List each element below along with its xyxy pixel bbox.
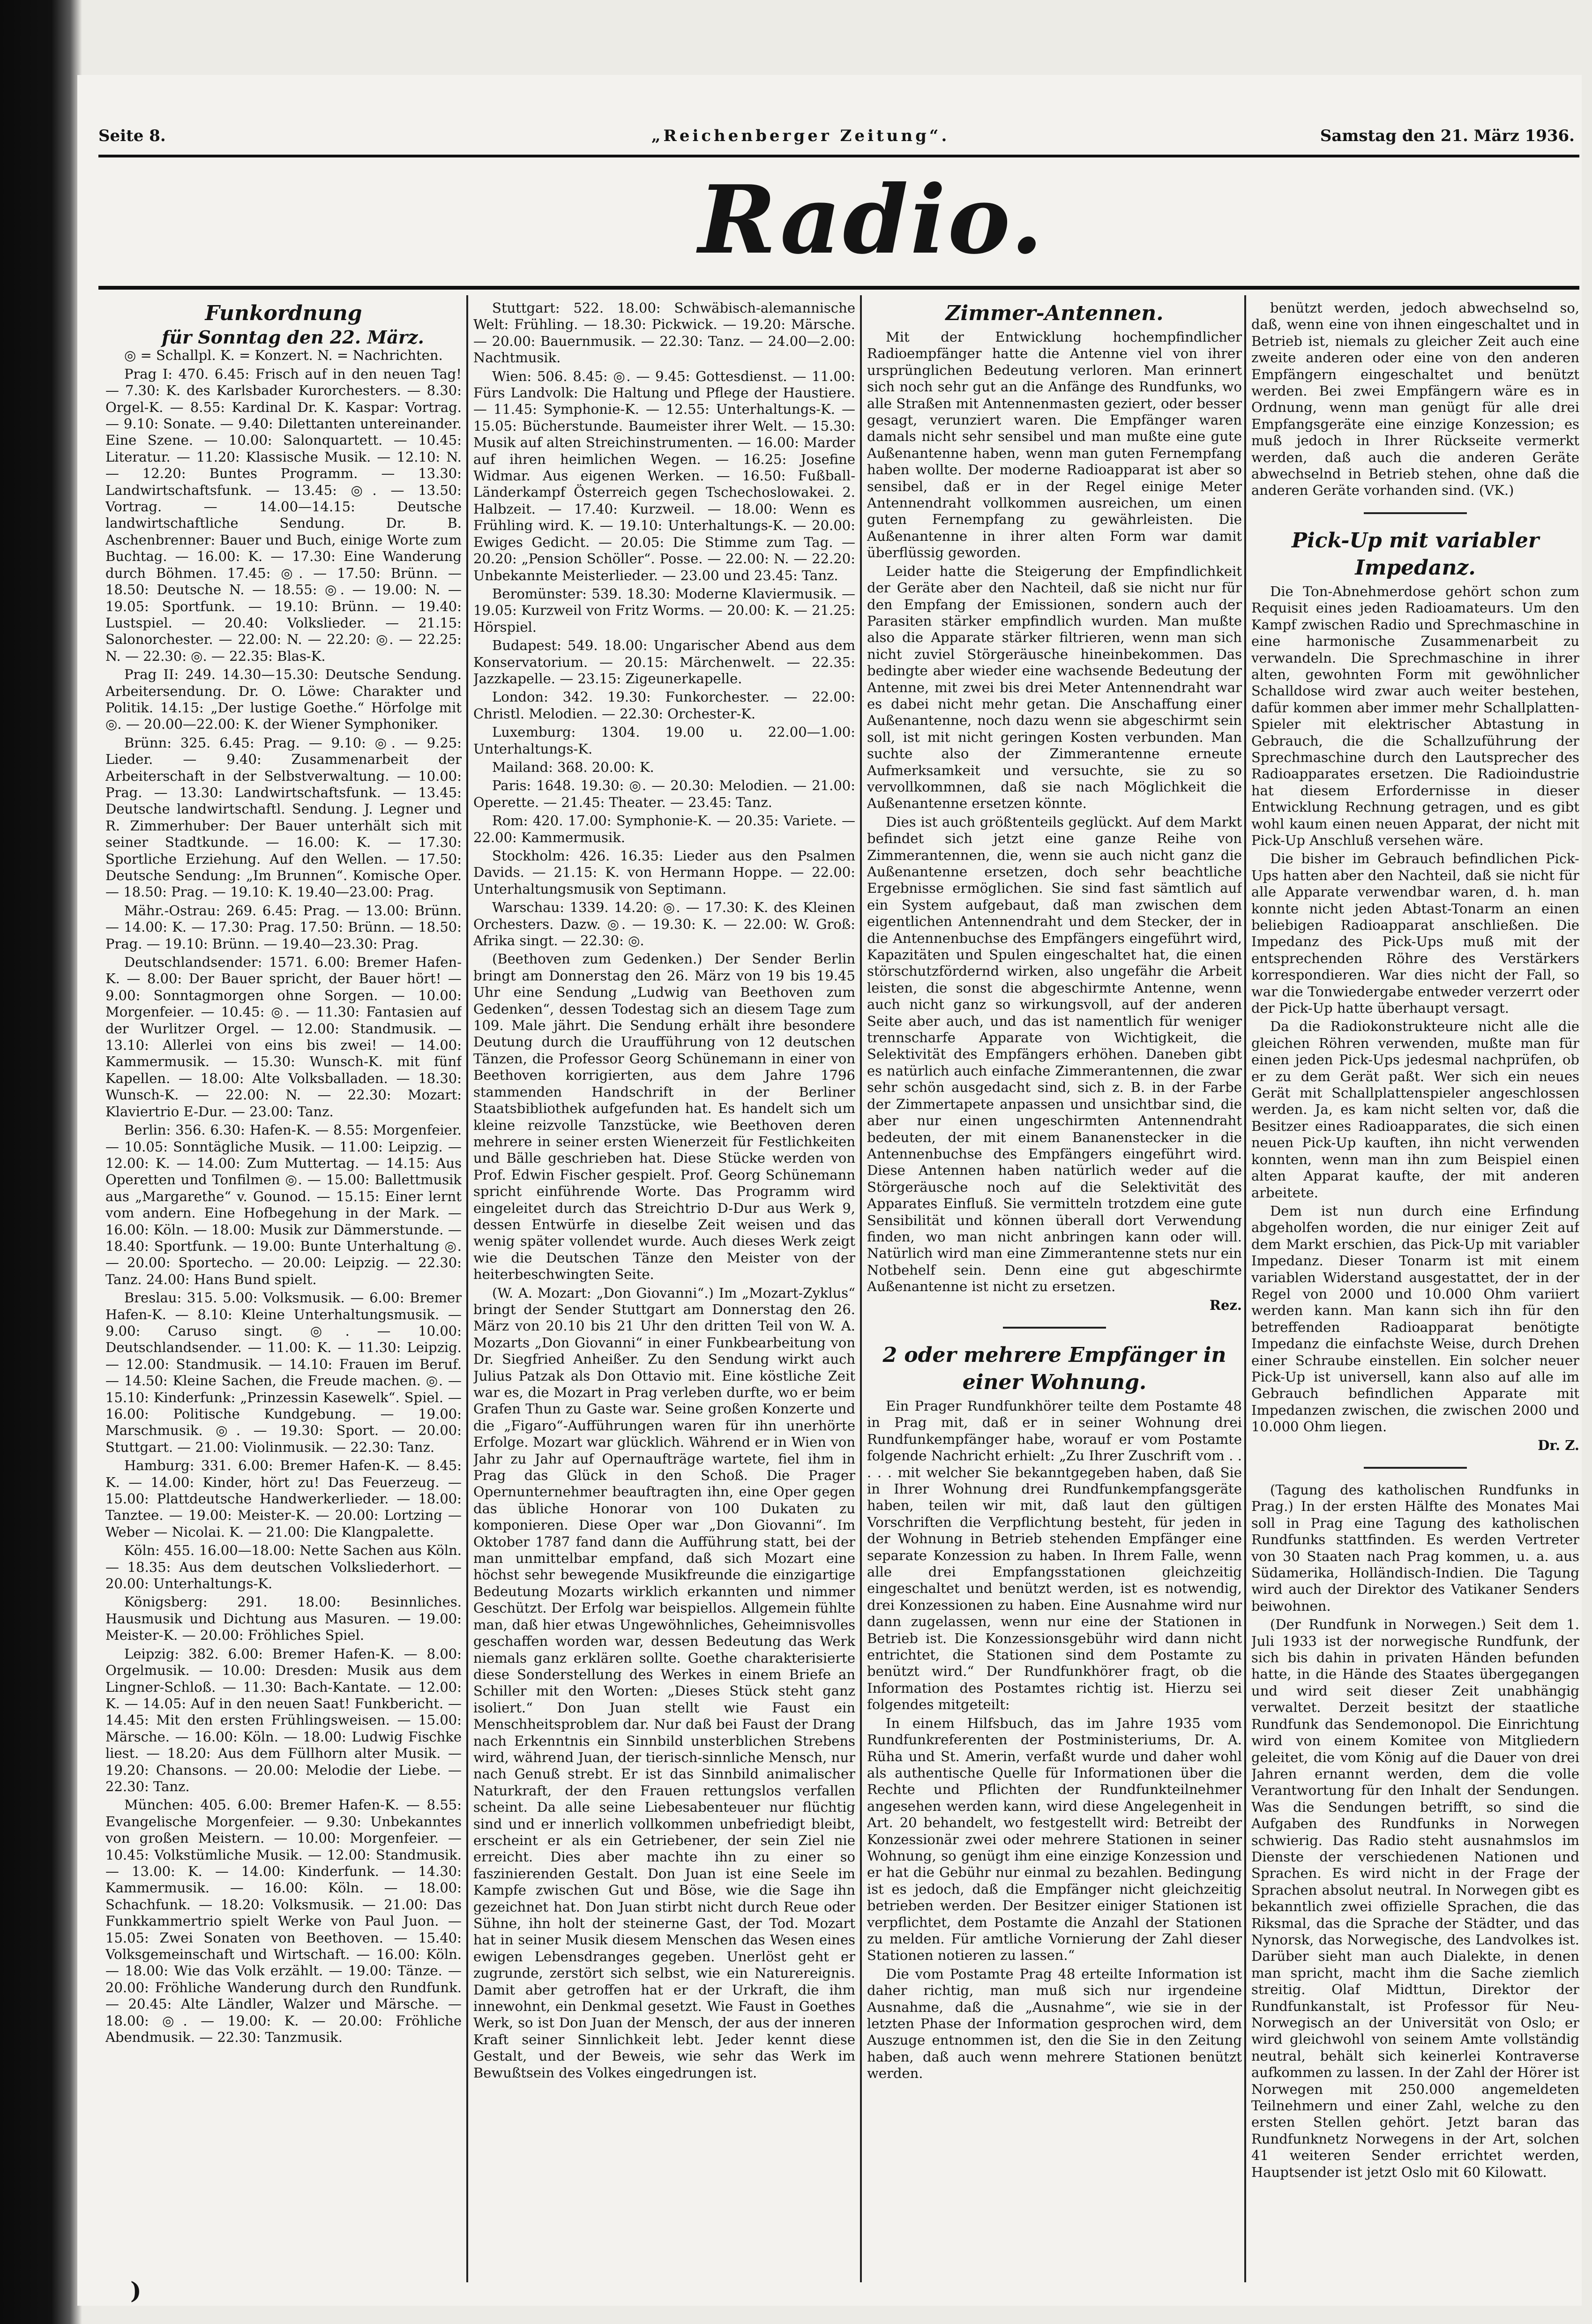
program-entries [473,300,855,2081]
paragraph: (W. A. Mozart: „Don Giovanni“.) Im „Mozart-Zyklus“ bringt der Sender Stuttgart am Donnerstag den 26. März von 20.10 bis 21 Uhr den dritten Teil von W. A. Mozarts „Don Giovanni“ in einer Funkbearbeitung von Dr. Siegfried Anheißer. Zu den Sendung wirkt auch Julius Patzak als Don Ottavio mit. Eine köstliche Zeit war es, die Mozart in Prag verleben durfte, wo er beim Grafen Thun zu Gaste war. Seine großen Konzerte und die „Figaro“-Aufführungen waren für ihn unerhörte Erfolge. Mozart war glücklich. Während er in Wien von Jahr zu Jahr auf Opernaufträge wartete, fiel ihm in Prag das Glück in den Schoß. Die Prager Opernunternehmer beauftragten ihn, eine Oper gegen das übliche Honorar von 100 Dukaten zu komponieren. Diese Oper war „Don Giovanni“. Im Oktober 1787 fand dann die Aufführung statt, bei der man unmittelbar empfand, daß sich Mozart eine höchst sehr bewegende Musikfreunde die einzigartige Bedeutung Mozarts wirklich erkannten und nimmer Geschützt. Der Erfolg war beispiellos. Allgemein fühlte man, daß hier etwas Ungewöhnliches, Geheimnisvolles geschaffen worden war, dessen Bedeutung das Werk niemals ganz erklären sollte. Goethe charakterisierte diese Sonderstellung des Werkes in einem Briefe an Schiller mit den Worten: „Dieses Stück steht ganz isoliert.“ Don Juan stellt wie Faust ein Menschheitsproblem dar. Nur daß bei Faust der Drang nach Erkenntnis ein Sinnbild unsterblichen Strebens wird, während Juan, der tierisch-sinnliche Mensch, nur nach Genuß strebt. Er ist das Sinnbild animalischer Naturkraft, der den Frauen rettungslos verfallen scheint. Da alle seine Liebesabenteuer nur flüchtig sind und er innerlich vollkommen unbefriedigt bleibt, erscheint er als ein Getriebener, der sein Ziel nie erreicht. Dies aber machte ihn zu einer so faszinierenden Gestalt. Don Juan ist eine Seele im Kampfe zwischen Gut und Böse, wie die Sage ihn gezeichnet hat. Don Juan stirbt nicht durch Reue oder Sühne, ihn holt der steinerne Gast, der Tod. Mozart hat in seiner Musik diesem Menschen das Wesen eines ewigen Lebensdranges gegeben. Unerlöst geht er zugrunde, zerstört sich selbst, wie ein Naturereignis. Damit aber getroffen hat er der Urkraft, die ihm innewohnt, ein Denkmal gesetzt. Wie Faust in Goethes Werk, so ist Don Juan der Mensch, der aus der inneren Kraft seiner Sinnlichkeit lebt. Jeder kennt diese Gestalt, und der Beweis, wie sehr das Werk im Bewußtsein des Volkes eingedrungen ist. [473,1285,855,2081]
paragraph: Dem ist nun durch eine Erfindung abgeholfen worden, die nur einiger Zeit auf dem Markt erschien, das Pick-Up mit variabler Impedanz. Dieser Tonarm ist mit einem variablen Widerstand ausgestattet, der in der Regel von 2000 und 10.000 Ohm variiert werden kann. Man kann sich ihn für den betreffenden Radioapparat benötigte Impedanz die einfachste Weise, durch Drehen einer Schraube einstellen. Ein solcher neuer Pick-Up ist universell, kann also auf alle im Gebrauch befindlichen Apparate mit Impedanzen zwischen, die zwischen 2000 und 10.000 Ohm liegen. [1251,1203,1579,1435]
paragraph: Ein Prager Rundfunkhörer teilte dem Postamte 48 in Prag mit, daß er in seiner Wohnung drei Rundfunkempfänger habe, worauf er vom Postamte folgende Nachricht erhielt: „Zu Ihrer Zuschrift vom . . . . . mit welcher Sie bekanntgegeben haben, daß Sie in Ihrer Wohnung drei Rundfunkempfangsgeräte haben, teilen wir mit, daß laut den gültigen Vorschriften die Verpflichtung besteht, für jeden in der Wohnung in Betrieb stehenden Empfänger eine separate Konzession zu haben. In Ihrem Falle, wenn alle drei Empfangsstationen gleichzeitig eingeschaltet und benützt werden, ist es notwendig, drei Konzessionen zu haben. Eine Ausnahme wird nur dann zugelassen, wenn nur eine der Stationen in Betrieb ist. Die Konzessionsgebühr wird dann nicht entrichtet, die Stationen sind dem Postamte zu benützt wird.“ Der Rundfunkhörer fragt, ob die Information des Postamtes richtig ist. Hierzu sei folgendes mitgeteilt: [867,1397,1242,1713]
column-articles [867,300,1242,2278]
paragraph: Leipzig: 382. 6.00: Bremer Hafen-K. — 8.00: Orgelmusik. — 10.00: Dresden: Musik aus dem Lingner-Schloß. — 11.30: Bach-Kantate. — 12.00: K. — 14.05: Auf in den neuen Saat! Funkbericht. — 14.45: Mit den ersten Frühlingsweisen. — 15.00: Märsche. — 16.00: Köln. — 18.00: Ludwig Fischke liest. — 18.20: Aus dem Füllhorn alter Musik. — 19.20: Chansons. — 20.00: Melodie der Liebe. — 22.30: Tanz. [105,1645,462,1794]
paragraph: Prag II: 249. 14.30—15.30: Deutsche Sendung. Arbeitersendung. Dr. O. Löwe: Charakter und Politik. 14.15: „Der lustige Goethe.“ Hörfolge mit ◎. — 20.00—22.00: K. der Wiener Symphoniker. [105,666,462,732]
column-divider [860,295,862,2282]
paragraph: Beromünster: 539. 18.30: Moderne Klaviermusik. — 19.05: Kurzweil von Fritz Worms. — 20.00: K. — 21.25: Hörspiel. [473,585,855,635]
article-title-pickup: Pick-Up mit variabler Impedanz. [1291,528,1540,580]
paragraph: Mit der Entwicklung hochempfindlicher Radioempfänger hatte die Antenne viel von ihrer ursprünglichen Bedeutung verloren. Man erinnert sich noch sehr gut an die Anfänge des Rundfunks, wo alle Straßen mit Antennenmasten geziert, oder besser gesagt, verunziert waren. Die Empfänger waren damals nicht sehr sensibel und man mußte eine gute Außenantenne haben, wenn man guten Fernempfang haben wollte. Der moderne Radioapparat ist aber so sensibel, daß er in der Regel einige Meter Antennendraht vollkommen ausreichen, um einen guten Fernempfang zu gewährleisten. Die Außenantenne in ihrer alten Form war damit überflüssig geworden. [867,329,1242,561]
paragraph: In einem Hilfsbuch, das im Jahre 1935 vom Rundfunkreferenten der Postministeriums, Dr. A. Rüha und St. Amerin, verfaßt wurde und daher wohl als authentische Quelle für Informationen über die Rechte und Pflichten der Rundfunkteilnehmer angesehen werden kann, wird diese Angelegenheit in Art. 20 behandelt, wo festgestellt wird: Betreibt der Konzessionär zwei oder mehrere Stationen in seiner Wohnung, so genügt ihm eine einzige Konzession und er hat die Gebühr nur einmal zu bezahlen. Bedingung ist es jedoch, daß die Empfänger nicht gleichzeitig betrieben werden. Der Besitzer einiger Stationen ist verpflichtet, dem Postamte die Anzahl der Stationen zu melden. Für amtliche Vornierung der Zahl dieser Stationen notieren zu lassen.“ [867,1715,1242,1964]
paragraph: Budapest: 549. 18.00: Ungarischer Abend aus dem Konservatorium. — 20.15: Märchenwelt. — 22.35: Jazzkapelle. — 23.15: Zigeunerkapelle. [473,637,855,687]
paragraph: Königsberg: 291. 18.00: Besinnliches. Hausmusik und Dichtung aus Masuren. — 19.00: Meister-K. — 20.00: Fröhliches Spiel. [105,1594,462,1644]
paragraph: Stuttgart: 522. 18.00: Schwäbisch-alemannische Welt: Frühling. — 18.30: Pickwick. — 19.20: Märsche. — 20.00: Bauernmusik. — 22.30: Tanz. — 24.00—2.00: Nachtmusik. [473,300,855,366]
paragraph: Die Ton-Abnehmerdose gehört schon zum Requisit eines jeden Radioamateurs. Um den Kampf zwischen Radio und Sprechmaschine in eine harmonische Zusammenarbeit zu verwandeln. Die Sprechmaschine in ihrer alten, gewohnten Form mit gewöhnlicher Schalldose wird zwar auch weiter bestehen, dafür kommen aber immer mehr Schallplatten-Spieler mit elektrischer Abtastung in Gebrauch, die die Schallzuführung der Sprechmaschine durch den Lautsprecher des Radioapparates ersetzen. Die Radioindustrie hat diesem Erfordernisse in dieser Entwicklung Rechnung getragen, und es gibt wohl kaum einen neuen Apparat, der nicht mit Pick-Up Anschluß versehen wäre. [1251,583,1579,848]
column-program-continued [473,300,855,2278]
paragraph: Da die Radiokonstrukteure nicht alle die gleichen Röhren verwenden, mußte man für einen jeden Pick-Ups jedesmal nachprüfen, ob er zu dem Gerät paßt. Wer sich ein neues Gerät mit Schallplattenspieler angeschlossen werden. Ja, es kam nicht selten vor, daß die Besitzer eines Radioapparates, die sich einen neuen Pick-Up kauften, ihn nicht verwenden konnten, wenn man ihn zum Beispiel einen alten Apparat kaufte, der mit anderen arbeitete. [1251,1018,1579,1201]
paragraph: Rom: 420. 17.00: Symphonie-K. — 20.35: Variete. — 22.00: Kammermusik. [473,813,855,845]
page-number: Seite 8. [98,127,166,145]
article-title-empfaenger: 2 oder mehrere Empfänger in einer Wohnung. [882,1343,1226,1394]
paragraph: Die vom Postamte Prag 48 erteilte Information ist daher richtig, man muß sich nur irgendeine Ausnahme, daß die „Ausnahme“, wie sie in der letzten Phase der Information gesprochen wird, dem Auszuge entnommen ist, den die Sie in den Zeitung haben, daß auch wenn mehrere Stationen benützt werden. [867,1965,1242,2082]
paragraph: Mailand: 368. 20.00: K. [492,759,654,775]
news-notes [1251,1482,1579,2181]
paragraph: Hamburg: 331. 6.00: Bremer Hafen-K. — 8.45: K. — 14.00: Kinder, hört zu! Das Feuerzeug. — 15.00: Plattdeutsche Handwerkerlieder. — 18.00: Tanztee. — 19.00: Meister-K. — 20.00: Lortzing — Weber — Nicolai. K. — 21.00: Die Klangpalette. [105,1457,462,1540]
paragraph: Paris: 1648. 19.30: ◎. — 20.30: Melodien. — 21.00: Operette. — 21.45: Theater. — 23.45: Tanz. [473,777,855,810]
column-divider [466,295,468,2282]
binding-shadow [0,0,82,2324]
article-body-empfaenger [867,1398,1242,2082]
schedule-title: Funkordnung [205,301,362,325]
page-mark: ) [130,2277,142,2304]
paragraph: Die bisher im Gebrauch befindlichen Pick-Ups hatten aber den Nachteil, daß sie nicht für alle Apparate verwendbar waren, d. h. man konnte nicht jeden Abtast-Tonarm an einen beliebigen Radioapparat anschließen. Die Impedanz des Pick-Ups muß mit der entsprechenden Röhre des Verstärkers korrespondieren. War dies nicht der Fall, so war die Tonwiedergabe entweder verzerrt oder der Pick-Up hatte überhaupt versagt. [1251,851,1579,1016]
paragraph: (Beethoven zum Gedenken.) Der Sender Berlin bringt am Donnerstag den 26. März von 19 bis 19.45 Uhr eine Sendung „Ludwig van Beethoven zum Gedenken“, dessen Todestag sich an diesem Tage zum 109. Male jährt. Die Sendung erhält ihre besondere Deutung durch die Uraufführung von 12 deutschen Tänzen, die Professor Georg Schünemann in einer von Beethoven korrigierten, aus dem Jahre 1796 stammenden Handschrift in der Berliner Staatsbibliothek aufgefunden hat. Es handelt sich um kleine reizvolle Tanzstücke, wie Beethoven deren mehrere in seiner ersten Wienerzeit für Festlichkeiten und Bälle geschrieben hat. Diese Stücke werden von Prof. Edwin Fischer gespielt. Prof. Georg Schünemann spricht einführende Worte. Das Programm wird eingeleitet durch das Streichtrio D-Dur aus Werk 9, dessen Entwürfe in dieselbe Zeit weisen und das wenig später vollendet wurde. Auch dieses Werk zeigt wie die Deutschen Tänze den Meister von der heiterbeschwingten Seite. [473,951,855,1283]
article-title-zimmer-antennen: Zimmer-Antennen. [945,301,1164,325]
section-title: Radio. [698,165,1045,275]
article-body-zimmer-antennen [867,329,1242,1295]
paragraph: Wien: 506. 8.45: ◎. — 9.45: Gottesdienst. — 11.00: Fürs Landvolk: Die Haltung und Pflege der Haustiere. — 11.45: Symphonie-K. — 12.55: Unterhaltungs-K. — 15.05: Bücherstunde. Baumeister ihrer Welt. — 15.30: Musik auf alten Streichinstrumenten. — 16.00: Marder auf ihren heimlichen Wegen. — 16.25: Josefine Widmar. Aus eigenen Werken. — 16.50: Fußball-Länderkampf Österreich gegen Tschechoslowakei. 2. Halbzeit. — 17.40: Kurzweil. — 18.00: Wenn es Frühling wird. K. — 19.10: Unterhaltungs-K. — 20.00: Ewiges Gedicht. — 20.05: Die Stimme zum Tag. — 20.20: „Pension Schöller“. Posse. — 22.00: N. — 22.20: Unbekannte Meisterlieder. — 23.00 und 23.45: Tanz. [473,368,855,583]
paragraph: Prag I: 470. 6.45: Frisch auf in den neuen Tag! — 7.30: K. des Karlsbader Kurorchesters. — 8.30: Orgel-K. — 8.55: Kardinal Dr. K. Kaspar: Vortrag. — 9.10: Sonate. — 9.40: Dilettanten untereinander. Eine Szene. — 10.00: Salonquartett. — 10.45: Literatur. — 11.20: Klassische Musik. — 12.10: N. — 12.20: Buntes Programm. — 13.30: Landwirtschaftsfunk. — 13.45: ◎. — 13.50: Vortrag. — 14.00—14.15: Deutsche landwirtschaftliche Sendung. Dr. B. Aschenbrenner: Bauer und Buch, einige Worte zum Buchtag. — 16.00: K. — 17.30: Eine Wanderung durch Böhmen. 17.45: ◎. — 17.50: Brünn. — 18.50: Deutsche N. — 18.55: ◎. — 19.00: N. — 19.05: Sportfunk. — 19.10: Brünn. — 19.40: Lustspiel. — 20.40: Volkslieder. — 21.15: Salonorchester. — 22.00: N. — 22.20: ◎. — 22.25: N. — 22.30: ◎. — 22.35: Blas-K. [105,366,462,664]
schedule-subtitle: für Sonntag den 22. März. [162,327,424,348]
paragraph: Brünn: 325. 6.45: Prag. — 9.10: ◎. — 9.25: Lieder. — 9.40: Zusammenarbeit der Arbeiterschaft in der Selbstverwaltung. — 10.00: Prag. — 13.30: Landwirtschaftsfunk. — 13.45: Deutsche landwirtschaftl. Sendung. J. Legner und R. Zimmerhuber: Der Bauer unterhält sich mit seiner Stadtkunde. — 16.00: K. — 17.30: Sportliche Erziehung. Auf den Wellen. — 17.50: Deutsche Sendung: „Im Brunnen“. Komische Oper. — 18.50: Prag. — 19.10: K. 19.40—23.00: Prag. [105,734,462,900]
article-body-pickup [1251,583,1579,1435]
paragraph: Luxemburg: 1304. 19.00 u. 22.00—1.00: Unterhaltungs-K. [473,724,855,757]
paragraph: (Der Rundfunk in Norwegen.) Seit dem 1. Juli 1933 ist der norwegische Rundfunk, der sich bis dahin in privaten Händen befunden hatte, in die Hände des Staates übergegangen und wird seit dieser Zeit unabhängig verwaltet. Derzeit besitzt der staatliche Rundfunk das Sendemonopol. Die Einrichtung wird von einem Komitee von Mitgliedern geleitet, die vom König auf die Dauer von drei Jahren ernannt werden, dem die volle Verantwortung für den Inhalt der Sendungen. Was die Sendungen betrifft, so sind die Aufgaben des Rundfunks in Norwegen schwierig. Das Radio steht ausnahmslos im Dienste der verschiedenen Nationen und Sprachen. Es wird nicht in der Frage der Sprachen absolut neutral. In Norwegen gibt es bekanntlich zwei offizielle Sprachen, die das Riksmal, das die Sprache der Städter, und das Nynorsk, das Norwegische, des Landvolkes ist. Darüber sieht man auch Dialekte, in denen man spricht, macht ihm die Sache ziemlich streitig. Olaf Midttun, Direktor der Rundfunkanstalt, ist Professor für Neu-Norwegisch an der Universität von Oslo; er wird gleichwohl von seinem Amte vollständig neutral, behält sich keinerlei Kontraverse aufkommen zu lassen. In der Zahl der Hörer ist Norwegen mit 250.000 angemeldeten Teilnehmern und einer Zahl, welche zu den ersten Stellen gehört. Jetzt baran das Rundfunknetz Norwegens in der Art, solchen 41 weiteren Sender errichtet werden, Hauptsender ist jetzt Oslo mit 60 Kilowatt. [1251,1616,1579,2180]
article-divider [1364,1467,1467,1469]
column-program-schedule [105,300,462,2278]
paragraph: Köln: 455. 16.00—18.00: Nette Sachen aus Köln. — 18.35: Aus dem deutschen Volksliederhort. — 20.00: Unterhaltungs-K. [105,1542,462,1592]
column-pickup [1251,300,1579,2278]
paragraph: Mähr.-Ostrau: 269. 6.45: Prag. — 13.00: Brünn. — 14.00: K. — 17.30: Prag. 17.50: Brünn. — 18.50: Prag. — 19.10: Brünn. — 19.40—23.30: Prag. [105,902,462,952]
paragraph: London: 342. 19.30: Funkorchester. — 22.00: Christl. Melodien. — 22.30: Orchester-K. [473,689,855,722]
schedule-legend: ◎ = Schallpl. K. = Konzert. N. = Nachrichten. [124,347,443,364]
paragraph: Breslau: 315. 5.00: Volksmusik. — 6.00: Bremer Hafen-K. — 8.10: Kleine Unterhaltungsmusik. — 9.00: Caruso singt. ◎. — 10.00: Deutschlandsender. — 11.00: K. — 11.30: Leipzig. — 12.00: Standmusik. — 14.10: Frauen im Beruf. — 14.50: Kleine Sachen, die Freude machen. ◎. — 15.10: Kinderfunk: „Prinzessin Kasewelk“. Spiel. — 16.00: Politische Kundgebung. — 19.00: Marschmusik. ◎. — 19.30: Sport. — 20.00: Stuttgart. — 21.00: Violinmusik. — 22.30: Tanz. [105,1290,462,1455]
article-continued [1251,300,1579,499]
paragraph: Warschau: 1339. 14.20: ◎. — 17.30: K. des Kleinen Orchesters. Dazw. ◎. — 19.30: K. — 22.00: W. Groß: Afrika singt. — 22.30: ◎. [473,899,855,949]
column-divider [1244,295,1246,2282]
paragraph: Stockholm: 426. 16.35: Lieder aus den Psalmen Davids. — 21.15: K. von Hermann Hoppe. — 22.00: Unterhaltungsmusik von Septimann. [473,848,855,897]
masthead-rule [98,286,1579,290]
schedule-entries [105,366,462,2046]
issue-date: Samstag den 21. März 1936. [1320,127,1575,145]
paragraph: (Tagung des katholischen Rundfunks in Prag.) In der ersten Hälfte des Monates Mai soll in Prag eine Tagung des katholischen Rundfunks stattfinden. Es werden Vertreter von 30 Staaten nach Prag kommen, u. a. aus Südamerika, Holländisch-Indien. Die Tagung wird auch der Direktor des Vatikaner Senders beiwohnen. [1251,1482,1579,1614]
paragraph: Berlin: 356. 6.30: Hafen-K. — 8.55: Morgenfeier. — 10.05: Sonntägliche Musik. — 11.00: Leipzig. — 12.00: K. — 14.00: Zum Muttertag. — 14.15: Aus Operetten und Tonfilmen ◎. — 15.00: Ballettmusik aus „Margarethe“ v. Gounod. — 15.15: Einer lernt vom andern. Eine Hofbegehung in der Mark. — 16.00: Köln. — 18.00: Musik zur Dämmerstunde. — 18.40: Sportfunk. — 19.00: Bunte Unterhaltung ◎. — 20.00: Sportecho. — 20.00: Leipzig. — 22.30: Tanz. 24.00: Hans Bund spielt. [105,1122,462,1287]
article-divider [1003,1327,1106,1329]
newspaper-name: „Reichenberger Zeitung“. [651,127,950,145]
paragraph: Dies ist auch größtenteils geglückt. Auf dem Markt befindet sich jetzt eine ganze Reihe von Zimmerantennen, die, wenn sie auch nicht ganz die Außenantenne ersetzen, doch sehr beachtliche Ergebnisse ermöglichen. Sie sind fast sämtlich auf ein System aufgebaut, daß man zwischen dem eigentlichen Antennendraht und dem Stecker, der in die Antennenbuchse des Empfängers eingeführt wird, Kapazitäten und Spulen eingeschaltet hat, die einen störschutzfördernd wirken, also ungefähr die Arbeit leisten, die sonst die abgeschirmte Antenne, wenn auch nicht ganz so wirkungsvoll, auf der anderen Seite aber auch, und das ist namentlich für weniger trennscharfe Apparate von Wichtigkeit, die Selektivität des Empfängers erhöhen. Daneben gibt es natürlich auch einfache Zimmerantennen, die zwar sehr schön ausgedacht sind, sich z. B. in der Farbe der Zimmertapete anpassen und unsichtbar sind, die aber nur einen ungeschirmten Antennendraht bedeuten, der mit einem Bananenstecker in die Antennenbuchse des Empfängers eingeführt wird. Diese Antennen haben natürlich weder auf die Störgeräusche noch auf die Selektivität des Apparates Einfluß. Sie vermitteln trotzdem eine gute Sensibilität und können überall dort Verwendung finden, wo man nicht anbringen kann oder will. Natürlich wird man eine Zimmerantenne stets nur ein Notbehelf sein. Denn eine gut abgeschirmte Außenantenne ist nicht zu ersetzen. [867,814,1242,1295]
article-author: Rez. [1209,1297,1242,1313]
article-author: Dr. Z. [1538,1437,1579,1453]
article-divider [1364,512,1467,514]
paragraph: Deutschlandsender: 1571. 6.00: Bremer Hafen-K. — 8.00: Der Bauer spricht, der Bauer hört! — 9.00: Sonntagmorgen ohne Sorgen. — 10.00: Morgenfeier. — 10.45: ◎. — 11.30: Fantasien auf der Wurlitzer Orgel. — 12.00: Standmusik. — 13.10: Allerlei von eins bis zwei! — 14.00: Kammermusik. — 15.30: Wunsch-K. mit fünf Kapellen. — 18.00: Alte Volksballaden. — 18.30: Wunsch-K. — 22.00: N. — 22.30: Mozart: Klaviertrio E-Dur. — 23.00: Tanz. [105,954,462,1120]
paragraph: Leider hatte die Steigerung der Empfindlichkeit der Geräte aber den Nachteil, daß sie nicht nur für den Empfang der Emissionen, sondern auch der Parasiten stärker empfindlich wurden. Man mußte also die Apparate stärker filtrieren, wenn man sich nicht zuviel Störgeräusche hineinbekommen. Das bedingte aber wieder eine wachsende Bedeutung der Antenne, mit zwei bis drei Meter Antennendraht war es dabei nicht mehr getan. Die Anschaffung einer Außenantenne, noch dazu wenn sie abgeschirmt sein soll, ist mit nicht geringen Kosten verbunden. Man suchte also der Zimmerantenne erneute Aufmerksamkeit und versuchte, sie zu so vervollkommnen, daß sie nach Möglichkeit die Außenantenne ersetzen könnte. [867,563,1242,812]
header-rule [98,155,1579,157]
paragraph: benützt werden, jedoch abwechselnd so, daß, wenn eine von ihnen eingeschaltet und in Betrieb ist, niemals zu gleicher Zeit auch eine zweite anderen oder eine von den anderen Empfängern eingeschaltet und benützt werden. Bei zwei Empfängern wäre es in Ordnung, wenn man genügt für alle drei Empfangsgeräte eine einzige Konzession; es muß jedoch in Ihrer Rückseite vermerkt werden, daß auch die anderen Geräte abwechselnd in Betrieb stehen, ohne daß die anderen Geräte vorhanden sind. (VK.) [1251,300,1579,499]
paragraph: München: 405. 6.00: Bremer Hafen-K. — 8.55: Evangelische Morgenfeier. — 9.30: Unbekanntes von großen Meistern. — 10.00: Morgenfeier. — 10.45: Volkstümliche Musik. — 12.00: Standmusik. — 13.00: K. — 14.00: Kinderfunk. — 14.30: Kammermusik. — 16.00: Köln. — 18.00: Schachfunk. — 18.20: Volksmusik. — 21.00: Das Funkkammertrio spielt Werke von Paul Juon. — 15.05: Zwei Sonaten von Beethoven. — 15.40: Volksgemeinschaft und Wirtschaft. — 16.00: Köln. — 18.00: Wie das Volk erzählt. — 19.00: Tänze. — 20.00: Fröhliche Wanderung durch den Rundfunk. — 20.45: Alte Ländler, Walzer und Märsche. — 18.00: ◎. — 19.00: K. — 20.00: Fröhliche Abendmusik. — 22.30: Tanzmusik. [105,1797,462,2046]
